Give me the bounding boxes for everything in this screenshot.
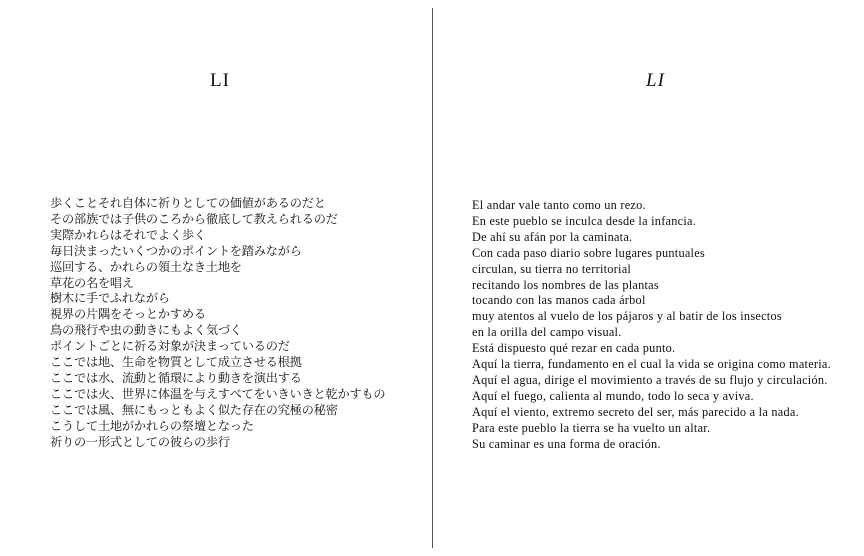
right-page bbox=[434, 0, 864, 556]
japanese-poem bbox=[50, 196, 385, 451]
spanish-poem-line: recitando los nombres de las plantas bbox=[472, 277, 659, 292]
spanish-poem-line: Aquí la tierra, fundamento en el cual la vida se origina como materia. bbox=[472, 357, 831, 372]
spanish-poem-line: Aquí el fuego, calienta al mundo, todo lo seca y aviva. bbox=[472, 388, 754, 403]
right-page-title: LI bbox=[646, 70, 665, 91]
spanish-poem-line: Aquí el agua, dirige el movimiento a través de su flujo y circulación. bbox=[472, 372, 828, 387]
spanish-poem-line: tocando con las manos cada árbol bbox=[472, 293, 646, 308]
spanish-poem-line: Para este pueblo la tierra se ha vuelto un altar. bbox=[472, 420, 711, 435]
page-divider bbox=[432, 8, 433, 548]
spanish-poem-line: En este pueblo se inculca desde la infancia. bbox=[472, 213, 697, 228]
spanish-poem-line: circulan, su tierra no territorial bbox=[472, 261, 632, 276]
spanish-poem-line: El andar vale tanto como un rezo. bbox=[472, 198, 646, 212]
japanese-poem-line: 祈りの一形式としての彼らの歩行 bbox=[50, 434, 230, 449]
spanish-poem bbox=[472, 198, 831, 453]
japanese-poem-line: 実際かれらはそれでよく歩く bbox=[50, 227, 206, 242]
spanish-poem-line: Con cada paso diario sobre lugares puntuales bbox=[472, 245, 705, 260]
japanese-poem-line: 毎日決まったいくつかのポイントを踏みながら bbox=[50, 243, 302, 258]
japanese-poem-line: こうして土地がかれらの祭壇となった bbox=[50, 418, 254, 433]
japanese-poem-line: ここでは火、世界に体温を与えすべてをいきいきと乾かすもの bbox=[50, 386, 386, 401]
spanish-poem-line: muy atentos al vuelo de los pájaros y al batir de los insectos bbox=[472, 309, 782, 324]
japanese-poem-line: ここでは風、無にもっともよく似た存在の究極の秘密 bbox=[50, 402, 338, 417]
japanese-poem-line: 視界の片隅をそっとかすめる bbox=[50, 307, 206, 322]
japanese-poem-line: ここでは地、生命を物質として成立させる根拠 bbox=[50, 355, 302, 370]
japanese-poem-line: その部族では子供のころから徹底して教えられるのだ bbox=[50, 211, 338, 226]
japanese-poem-line: 樹木に手でふれながら bbox=[50, 291, 170, 306]
spanish-poem-line: Su caminar es una forma de oración. bbox=[472, 436, 661, 451]
japanese-poem-line: ここでは水、流動と循環により動きを演出する bbox=[50, 370, 302, 385]
spanish-poem-line: en la orilla del campo visual. bbox=[472, 325, 622, 340]
japanese-poem-line: 歩くことそれ自体に祈りとしての価値があるのだと bbox=[50, 196, 326, 210]
spanish-poem-line: Aquí el viento, extremo secreto del ser, más parecido a la nada. bbox=[472, 404, 799, 419]
spanish-poem-line: Está dispuesto qué rezar en cada punto. bbox=[472, 341, 676, 356]
japanese-poem-line: 鳥の飛行や虫の動きにもよく気づく bbox=[50, 323, 242, 338]
spanish-poem-line: De ahí su afán por la caminata. bbox=[472, 229, 633, 244]
left-page-title: LI bbox=[210, 70, 230, 91]
japanese-poem-line: ポイントごとに祈る対象が決まっているのだ bbox=[50, 339, 290, 354]
japanese-poem-line: 巡回する、かれらの領土なき土地を bbox=[50, 259, 242, 274]
japanese-poem-line: 草花の名を唱え bbox=[50, 275, 134, 290]
